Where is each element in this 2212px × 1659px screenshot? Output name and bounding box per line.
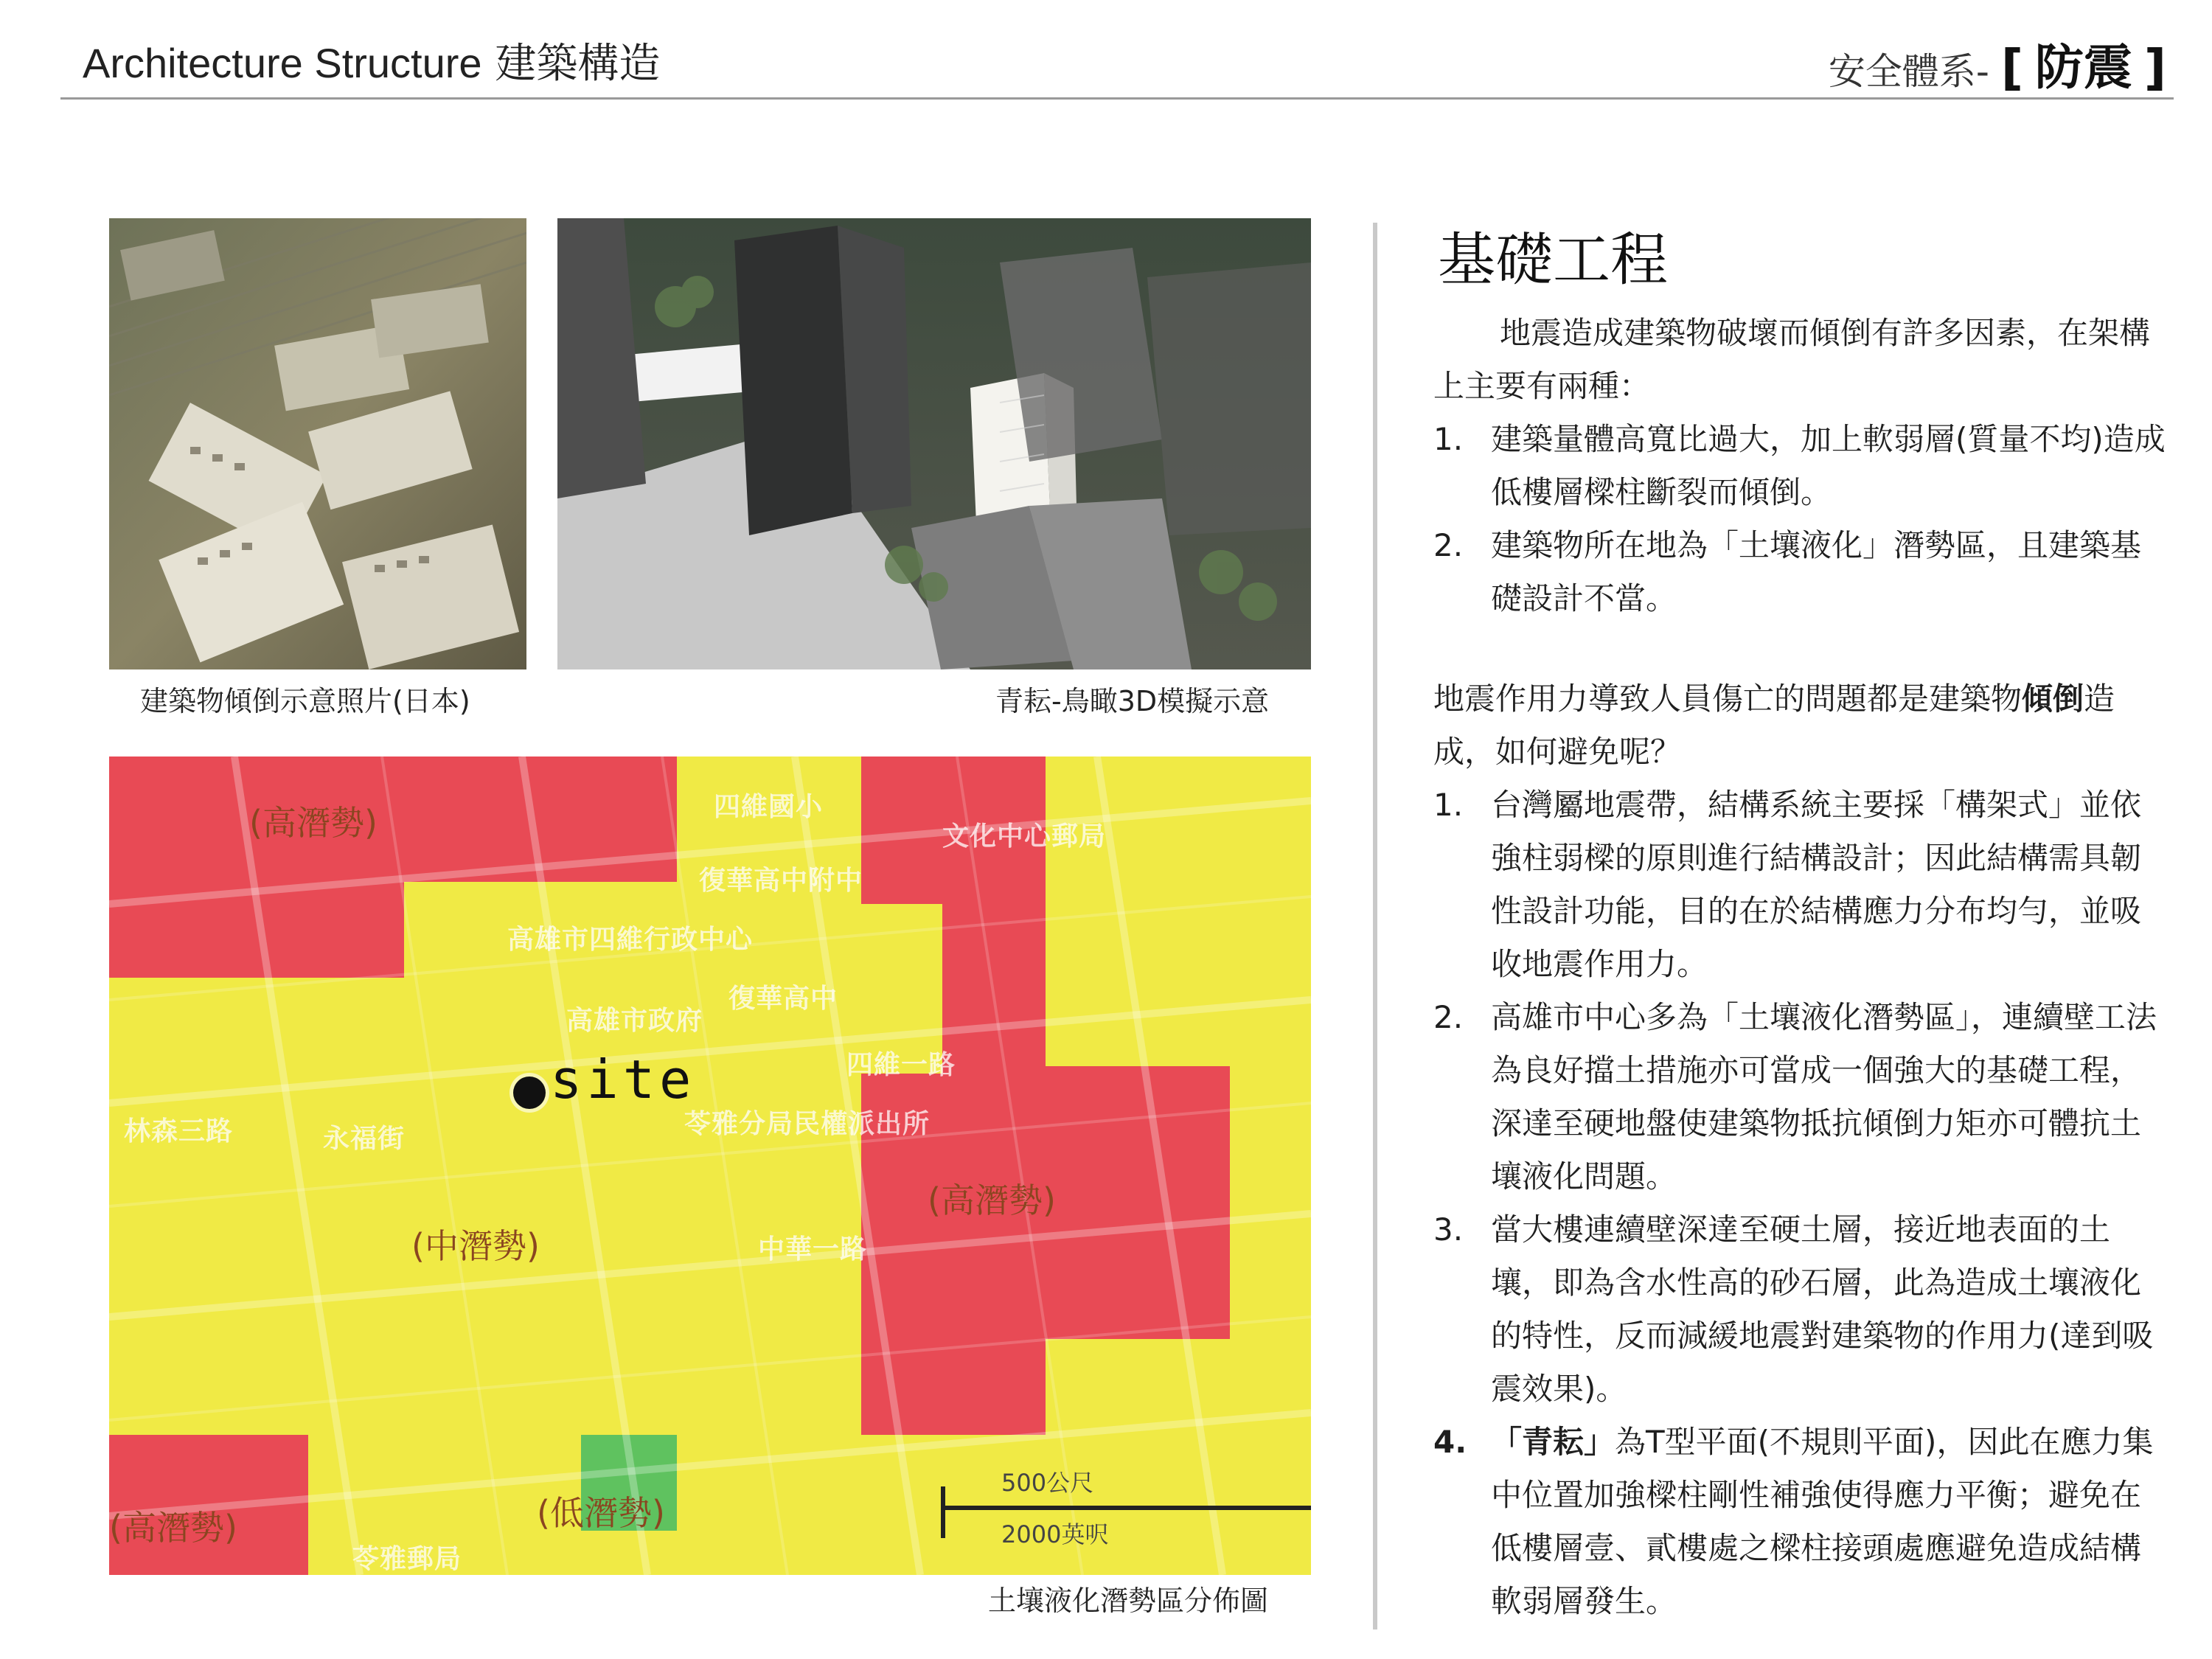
header-title-zh: 建築構造 (495, 40, 661, 88)
map-street-label: 永福街 (323, 1124, 406, 1154)
zone-label-high-top: (高潛勢) (249, 803, 378, 843)
solution-item (1433, 779, 2171, 991)
collapsed-buildings-photo (109, 218, 526, 669)
column-divider (1373, 223, 1377, 1630)
map-caption: 土壤液化潛勢區分佈圖 (988, 1585, 1269, 1617)
header-system-label: 安全體系- (1828, 50, 1989, 93)
map-street-label: 高雄市四維行政中心 (507, 925, 754, 955)
cause-item (1433, 519, 2171, 625)
zone-label-medium: (中潛勢) (411, 1226, 540, 1266)
solution-text: 台灣屬地震帶，結構系統主要採「構架式」並依強柱弱樑的原則進行結構設計；因此結構需具韌性設計功能，目的在於結構應力分布均勻，並吸收地震作用力。 (1491, 787, 2142, 982)
map-street-label: 文化中心郵局 (942, 821, 1107, 852)
aerial-3d-rendering (557, 218, 1311, 669)
list-number: 2. (1433, 999, 1464, 1035)
list-number: 3. (1433, 1211, 1464, 1248)
zone-label-low: (低潛勢) (537, 1493, 665, 1533)
header-category (1829, 28, 2166, 98)
cause-item (1433, 413, 2171, 519)
bracket-open: [ (2000, 39, 2024, 96)
solution-text: 當大樓連續壁深達至硬土層，接近地表面的土壤，即為含水性高的砂石層，此為造成土壤液化的特性，反而減緩地震對建築物的作用力(達到吸震效果)。 (1491, 1211, 2154, 1407)
map-street-label: 高雄市政府 (566, 1006, 703, 1036)
scale-metric: 500公尺 (1001, 1469, 1094, 1497)
cause-text: 建築物所在地為「土壤液化」潛勢區，且建築基礎設計不當。 (1491, 527, 2142, 616)
list-number: 1. (1433, 787, 1464, 823)
solution-text: 高雄市中心多為「土壤液化潛勢區」，連續壁工法為良好擋土措施亦可當成一個強大的基礎工程，深達至硬地盤使建築物抵抗傾倒力矩亦可體抗土壤液化問題。 (1491, 999, 2157, 1194)
solution-item (1433, 1416, 2171, 1628)
map-street-label: 四維一路 (846, 1050, 956, 1080)
zone-label-high-right: (高潛勢) (928, 1180, 1056, 1220)
cause-text: 建築量體高寬比過大，加上軟弱層(質量不均)造成低樓層樑柱斷裂而傾倒。 (1491, 421, 2166, 510)
site-label: site (550, 1048, 696, 1110)
bracket-close: ] (2143, 39, 2166, 96)
zone-label-high-bottom: (高潛勢) (109, 1508, 237, 1548)
map-street-label: 四維國小 (714, 792, 824, 822)
question-paragraph (1433, 672, 2171, 779)
photo-caption-aerial: 青耘-鳥瞰3D模擬示意 (995, 685, 1270, 717)
solutions-list (1433, 779, 2171, 1628)
solutions-block (1433, 672, 2171, 1628)
site-marker-icon (513, 1077, 546, 1109)
intro-paragraph: 地震造成建築物破壞而傾倒有許多因素，在架構上主要有兩種： (1433, 315, 2151, 404)
intro-block (1433, 307, 2171, 625)
list-number: 4. (1433, 1424, 1467, 1460)
header-category-label: 防震 (2034, 39, 2132, 96)
list-number: 2. (1433, 527, 1464, 563)
map-street-label: 苓雅郵局 (352, 1544, 462, 1574)
solution-item (1433, 991, 2171, 1203)
scale-bar-tick (941, 1486, 945, 1538)
page-header-title (83, 31, 660, 90)
map-street-label: 復華高中附中 (699, 866, 863, 896)
causes-list (1433, 413, 2171, 625)
photo-caption-collapse: 建築物傾倒示意照片(日本) (140, 685, 470, 717)
solution-text: 為T型平面(不規則平面)，因此在應力集中位置加強樑柱剛性補強使得應力平衡；避免在低樓層壹、貳樓處之樑柱接頭處應避免造成結構軟弱層發生。 (1491, 1424, 2154, 1619)
header-title-en: Architecture Structure (83, 40, 482, 86)
map-street-label: 中華一路 (758, 1234, 868, 1265)
scale-bar (942, 1506, 1311, 1510)
section-title: 基礎工程 (1438, 227, 1669, 293)
question-pre: 地震作用力導致人員傷亡的問題都是建築物 (1433, 681, 2023, 717)
solution-bold: 「青耘」 (1491, 1424, 1615, 1460)
solution-item (1433, 1203, 2171, 1416)
scale-imperial: 2000英呎 (1001, 1520, 1109, 1548)
map-street-label: 苓雅分局民權派出所 (684, 1109, 931, 1139)
liquefaction-map (109, 757, 1311, 1575)
map-street-label: 林森三路 (124, 1116, 234, 1147)
header-divider (60, 97, 2174, 100)
question-post: 造成，如何避免呢？ (1433, 681, 2115, 770)
list-number: 1. (1433, 421, 1464, 457)
question-bold: 傾倒 (2022, 681, 2084, 717)
map-street-label: 復華高中 (728, 984, 838, 1014)
